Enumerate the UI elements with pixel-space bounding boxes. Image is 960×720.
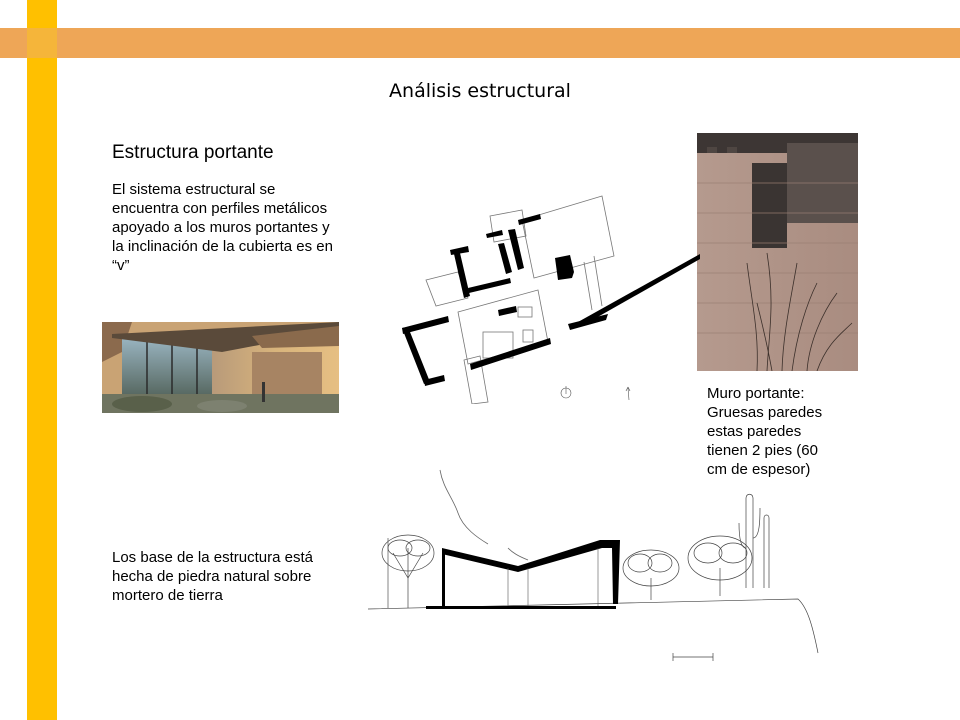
base-description: Los base de la estructura está hecha de piedra natural sobre mortero de tierra: [112, 549, 313, 604]
accent-bar-overlap: [27, 28, 57, 58]
section-subtitle: Estructura portante: [112, 142, 274, 163]
vertical-accent-bar: [27, 0, 57, 720]
structure-description: El sistema estructural se encuentra con perfiles metálicos apoyado a los muros portantes y la inclinación de la cubierta es en “v”: [112, 181, 333, 274]
exterior-photo: [102, 322, 339, 413]
horizontal-accent-bar: [0, 28, 960, 58]
rammed-earth-wall-photo: [697, 133, 858, 378]
wall-description: Muro portante: Gruesas paredes estas paredes tienen 2 pies (60 cm de espesor): [707, 385, 823, 478]
section-drawing: [368, 468, 823, 686]
slide-title: Análisis estructural: [389, 80, 571, 102]
floor-plan-drawing: [398, 192, 700, 404]
